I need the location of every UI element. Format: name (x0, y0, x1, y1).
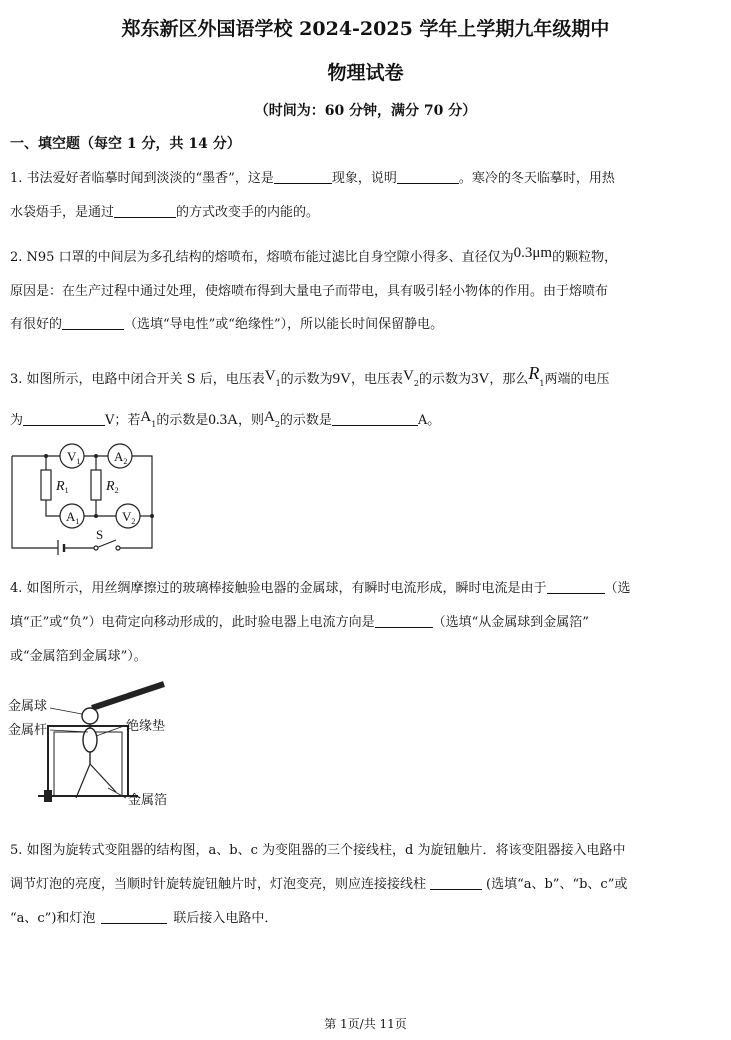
question-5-line-2: 调节灯泡的亮度，当顺时针旋转旋钮触片时，灯泡变亮，则应连接接线柱 (选填“a、b”、“b、c”或 (10, 877, 628, 892)
resistor-r1 (41, 470, 51, 500)
question-1-line-1: 1. 书法爱好者临摹时闻到淡淡的“墨香”，这是 现象，说明 。寒冷的冬天临摹时，用热 (10, 171, 615, 186)
resistor-label: $R_2$ (106, 479, 119, 495)
question-1-line-2: 水袋焐手，是通过 的方式改变手的内能的。 (10, 205, 320, 220)
exam-subject: 物理试卷 (327, 62, 404, 84)
meter-label: $V_1$ (67, 449, 81, 466)
question-5-line-1: 5. 如图为旋转式变阻器的结构图，a、b、c 为变阻器的三个接线柱，d 为旋钮触片．将该变阻器接入电路中 (10, 843, 626, 858)
question-4-line-2: 填“正”或“负”）电荷定向移动形成的，此时验电器上电流方向是 （选填“从金属球到金属箔” (10, 615, 589, 630)
question-3-line-2: 为 V；若$A_1$的示数是0.3A，则$A_2$的示数是 A。 (10, 409, 441, 429)
circuit-wire (118, 456, 152, 548)
junction-dot (150, 514, 154, 518)
junction-dot (94, 514, 98, 518)
junction-dot (94, 454, 98, 458)
resistor-r2 (91, 470, 101, 500)
question-5-line-3: “a、c”)和灯泡 联后接入电路中． (10, 911, 278, 926)
section-heading: 一、填空题（每空 1 分，共 14 分） (10, 136, 241, 152)
answer-blank[interactable] (274, 171, 332, 184)
circuit-wire (46, 500, 60, 516)
switch-contact (94, 546, 98, 550)
answer-blank[interactable] (332, 413, 418, 426)
leader-line (50, 708, 82, 714)
question-4-line-1: 4. 如图所示，用丝绸摩擦过的玻璃棒接触验电器的金属球，有瞬时电流形成，瞬时电流是由于 （选 (10, 581, 631, 596)
label-metal-ball: 金属球 (8, 699, 48, 714)
question-3-line-1: 3. 如图所示，电路中闭合开关 S 后，电压表$V_1$的示数为9V，电压表$V_2$的示数为3V，那么$R_1$两端的电压 (10, 363, 610, 388)
question-4-line-3: 或“金属箔到金属球”）。 (10, 649, 147, 664)
meter-label: $V_2$ (122, 509, 136, 526)
question-2-line-3: 有很好的 （选填“导电性”或“绝缘性”），所以能长时间保留静电。 (10, 317, 444, 332)
answer-blank[interactable] (23, 413, 105, 426)
metal-foil (76, 764, 90, 798)
answer-blank[interactable] (62, 317, 124, 330)
page-number: 第 1页/共 11页 (324, 1017, 407, 1031)
metal-ball (82, 708, 98, 724)
answer-blank[interactable] (114, 205, 176, 218)
junction-dot (44, 454, 48, 458)
label-metal-rod: 金属杆 (8, 723, 48, 738)
exam-title: 郑东新区外国语学校 2024-2025 学年上学期九年级期中 (121, 18, 610, 40)
meter-label: $A_1$ (66, 509, 80, 526)
answer-blank[interactable] (101, 911, 167, 924)
switch-contact (116, 546, 120, 550)
answer-blank[interactable] (430, 877, 482, 890)
label-insulating-pad: 绝缘垫 (126, 719, 166, 734)
electroscope-diagram (8, 680, 198, 815)
base-knob (44, 790, 52, 802)
answer-blank[interactable] (397, 171, 459, 184)
answer-blank[interactable] (547, 581, 605, 594)
label-metal-foil: 金属箔 (128, 793, 168, 808)
resistor-label: $R_1$ (56, 479, 69, 495)
question-2-line-2: 原因是：在生产过程中通过处理，使熔喷布得到大量电子而带电，具有吸引轻小物体的作用。由于熔喷布 (10, 284, 609, 299)
metal-foil (90, 764, 116, 792)
exam-time-info: （时间为：60 分钟，满分 70 分） (254, 103, 477, 119)
leader-line (96, 726, 124, 736)
switch-label: S (96, 527, 104, 542)
meter-label: $A_2$ (114, 449, 128, 466)
glass-rod (92, 684, 164, 708)
answer-blank[interactable] (375, 615, 433, 628)
question-2-line-1: 2. N95 口罩的中间层为多孔结构的熔喷布，熔喷布能过滤比自身空隙小得多、直径仅为0.3μm的颗粒物， (10, 245, 618, 265)
circuit-diagram (8, 440, 158, 555)
